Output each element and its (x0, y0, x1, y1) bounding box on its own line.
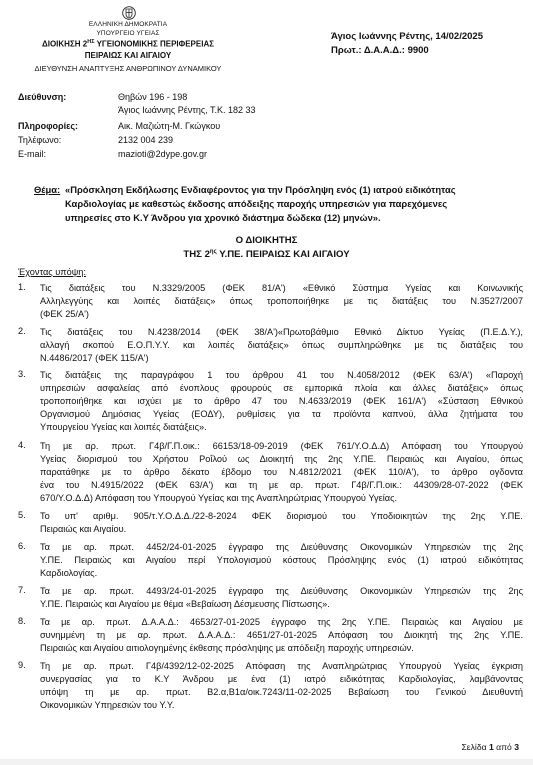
list-item-number: 8. (18, 616, 26, 626)
list-item-line: Τις διατάξεις του Ν.4238/2014 (ΦΕΚ 38/Α')«Πρωτοβάθμιο Εθνικό Δίκτυο Υγείας (Π.Ε.Δ.Υ.), (40, 327, 523, 337)
authority-line-2: ΠΕΙΡΑΙΩΣ ΚΑΙ ΑΙΓΑΙΟΥ (84, 51, 172, 60)
list-item-line: Οικονομικών Υπηρεσιών του Υ.Υ. (40, 700, 175, 710)
list-item-number: 2. (18, 326, 26, 336)
list-item-line: Τις διατάξεις του Ν.3329/2005 (ΦΕΚ 81/Α') «Εθνικό Σύστημα Υγείας και Κοινωνικής (40, 283, 523, 293)
email-label: E-mail: (18, 149, 47, 159)
list-item-line: Τα με αρ. πρωτ. Δ.Α.Α.Δ.: 4653/27-01-2025 έγγραφο της 2ης Υ.ΠΕ. Πειραιώς και Αιγαίου με (40, 617, 523, 627)
list-item-number: 3. (18, 369, 26, 379)
address-line-1: Θηβών 196 - 198 (118, 92, 188, 102)
list-item-line: Τη με αρ. πρωτ. Γ4β/4392/12-02-2025 Απόφαση της Αναπληρώτριας Υπουργού Υγείας έγκριση (40, 661, 523, 671)
list-item-line: υπηρεσιών ασφαλείας από ένοπλους φρουρούς σε εμπορικά πλοία και άλλες διατάξεις» όπως (40, 383, 523, 393)
list-item-line: Υ.ΠΕ. Πειραιώς και Αιγαίου περί Υπολογισμού κόστους Πρόσληψης ενός (1) ιατρού ειδικότητας (40, 555, 523, 565)
list-item-line: Τα με αρ. πρωτ. 4493/24-01-2025 έγγραφο της Διεύθυνσης Οικονομικών Υπηρεσιών της 2ης (40, 586, 523, 596)
page-counter: Σελίδα 1 από 3 (461, 742, 519, 752)
list-item-line: Πειραιώς και Αιγαίου αιτιολογημένης έκθεσης πρόσληψης με απόδειξη παροχής υπηρεσιών. (40, 643, 414, 653)
list-item-line: Τις διατάξεις της παραγράφου 1 του άρθρου 41 του Ν.4058/2012 (ΦΕΚ 63/Α') «Παροχή (40, 370, 523, 380)
subject-line-3: υπηρεσίες στο Κ.Υ Άνδρου για χρονικό διάστημα δώδεκα (12) μηνών». (65, 212, 381, 223)
list-item-line: Υγείας διορισμού του Χρήστου Ροΐλού ως Διοικητή της 2ης Υ.ΠΕ. Πειραιώς και Αιγαίου, όπως (40, 454, 523, 464)
list-item-line: Υπουργείου Υγείας και λοιπές διατάξεις». (40, 422, 207, 432)
list-item-line: Καρδιολογίας. (40, 568, 98, 578)
authority-line-1: ΔΙΟΙΚΗΣΗ $2^{H\Sigma}$ ΥΓΕΙΟΝΟΜΙΚΗΣ ΠΕΡΙΦΕΡΕΙΑΣ (41, 39, 215, 49)
list-item-number: 5. (18, 510, 26, 520)
place-and-date: Άγιος Ιωάννης Ρέντης, 14/02/2025 (331, 31, 483, 42)
list-item-line: 670/Υ.Ο.Δ.Δ) Απόφαση του Υπουργού Υγείας και της Αναπληρώτριας Υπουργού Υγείας. (40, 493, 398, 503)
list-item-line: συνεργασίας για το Κ.Υ Άνδρου με ένα (1) ιατρό ειδικότητας Καρδιολογίας, λαμβάνοντας (40, 674, 523, 684)
list-item-line: Τα με αρ. πρωτ. 4452/24-01-2025 έγγραφο της Διεύθυνσης Οικονομικών Υπηρεσιών της 2ης (40, 542, 523, 552)
list-item-number: 6. (18, 541, 26, 551)
list-item-line: παρατάθηκε με το άρθρο δέκατο έβδομο του Ν.4812/2021 (ΦΕΚ 110/Α'), το άρθρο ογδοντα (40, 467, 523, 477)
list-item-number: 9. (18, 660, 26, 670)
list-item-line: Ν.4486/2017 (ΦΕΚ 115/Α') (40, 353, 149, 363)
info-label: Πληροφορίες: (18, 121, 79, 131)
ministry-name: ΥΠΟΥΡΓΕΙΟ ΥΓΕΙΑΣ (96, 30, 160, 37)
greek-coat-of-arms-icon (122, 6, 136, 20)
list-item-number: 4. (18, 440, 26, 450)
protocol-number: Πρωτ.: Δ.Α.Α.Δ.: 9900 (331, 45, 429, 56)
director-authority: ΤΗΣ $2^{\eta\varsigma}$ Υ.ΠΕ. ΠΕΙΡΑΙΩΣ ΚΑΙ ΑΙΓΑΙΟΥ (183, 249, 350, 261)
subject-label: Θέμα: (34, 184, 61, 195)
list-item-line: αλλαγή σκοπού Ε.Ο.Π.Υ.Υ. και λοιπές διατάξεις» όπως συμπληρώθηκε με τις διατάξεις του (40, 340, 523, 350)
department-name: ΔΙΕΥΘΥΝΣΗ ΑΝΑΠΤΥΞΗΣ ΑΝΘΡΩΠΙΝΟΥ ΔΥΝΑΜΙΚΟΥ (34, 64, 222, 73)
email-value: mazioti@2dype.gov.gr (118, 149, 208, 159)
list-item-line: τροποποιήθηκε και ισχύει με το άρθρο 47 του Ν.4633/2019 (ΦΕΚ 161/Α') «Σύσταση Εθνικού (40, 396, 523, 406)
list-item-number: 1. (18, 282, 26, 292)
list-item-line: Τη με αρ. πρωτ. Γ4β/Γ.Π.οικ.: 66153/18-09-2019 (ΦΕΚ 761/Υ.Ο.Δ.Δ) Απόφαση του Υπουργού (40, 441, 523, 451)
page-edge (0, 759, 533, 765)
considering-heading: Έχοντας υπόψη: (18, 267, 86, 277)
subject-line-1: «Πρόσκληση Εκδήλωσης Ενδιαφέροντος για την Πρόσληψη ενός (1) ιατρού ειδικότητας (65, 184, 456, 195)
list-item-line: Υ.ΠΕ. Πειραιώς και Αιγαίου με θέμα «Βεβαίωση Δέσμευσης Πίστωσης». (40, 599, 330, 609)
director-title: Ο ΔΙΟΙΚΗΤΗΣ (235, 235, 298, 246)
info-value: Αικ. Μαζιώτη-Μ. Γκώγκου (118, 121, 221, 131)
list-item-line: (ΦΕΚ 25/Α') (40, 309, 89, 319)
phone-value: 2132 004 239 (118, 135, 174, 145)
list-item-line: συνημμένη τη με αρ. πρωτ. Δ.Α.Α.Δ.: 4651/27-01-2025 Απόφαση του Διοικητή της 2ης Υ.ΠΕ. (40, 630, 523, 640)
list-item-line: Οργανισμού Δημόσιας Υγείας (ΕΟΔΥ), ρυθμίσεις για τα προϊόντα καπνού, άλλα ζητήματα του (40, 409, 523, 419)
list-item-line: Αλληλεγγύης και λοιπές διατάξεις» όπως τροποποιήθηκε με τις διατάξεις του Ν.3527/2007 (40, 296, 523, 306)
list-item-line: Το υπ' αριθμ. 905/τ.Υ.Ο.Δ.Δ./22-8-2024 ΦΕΚ διορισμού του Υποδιοικητών της 2ης Υ.ΠΕ. (40, 511, 523, 521)
address-line-2: Άγιος Ιωάννης Ρέντης, Τ.Κ. 182 33 (118, 105, 256, 115)
phone-label: Τηλέφωνο: (18, 135, 62, 145)
list-item-line: ένα του Ν.4915/2022 (ΦΕΚ 63/Α') και τη με αρ. πρωτ. Γ4β/Γ.Π.οικ.: 44309/28-07-2022 (ΦΕΚ (40, 480, 523, 490)
list-item-number: 7. (18, 585, 26, 595)
list-item-line: υπόψη τη με αρ. πρωτ. Β2.α,Β1α/οικ.7243/11-02-2025 Βεβαίωση του Γενικού Διευθυντή (40, 687, 523, 697)
subject-line-2: Καρδιολογίας με καθεστώς έκδοσης απόδειξης παροχής υπηρεσιών για παρεχόμενες (65, 198, 448, 209)
country-name: ΕΛΛΗΝΙΚΗ ΔΗΜΟΚΡΑΤΙΑ (88, 21, 168, 28)
list-item-line: Πειραιώς και Αιγαίου. (40, 524, 127, 534)
address-label: Διεύθυνση: (18, 92, 67, 102)
